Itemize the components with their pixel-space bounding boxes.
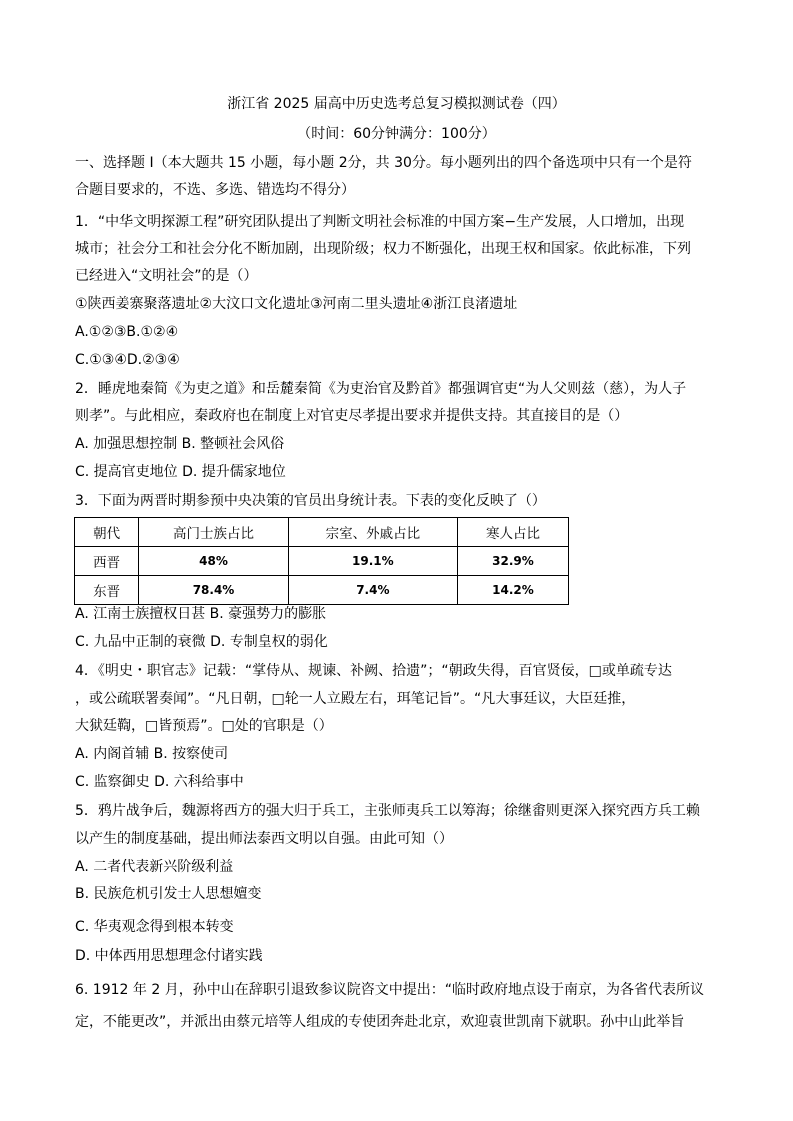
table-header-cell: 朝代: [75, 518, 139, 547]
question-4-line-3: 大狱廷鞫，□皆预焉”。□处的官职是（）: [75, 718, 333, 734]
question-3-options-ab: A. 江南士族擅权日甚 B. 豪强势力的膨胀: [75, 606, 327, 622]
question-4-line-2: ，或公疏联署奏闻”。“凡日朝，□轮一人立殿左右，珥笔记旨”。“凡大事廷议，大臣廷推，: [75, 691, 636, 707]
table-row: [75, 576, 569, 605]
table-header-cell: 寒人占比: [457, 518, 568, 547]
question-2-options-cd: C. 提高官吏地位 D. 提升儒家地位: [75, 464, 286, 480]
table-row: [75, 547, 569, 576]
question-2-line-2: 则孝”。与此相应，秦政府也在制度上对官吏尽孝提出要求并提供支持。其直接目的是（）: [75, 408, 629, 424]
question-4-options-ab: A. 内阁首辅 B. 按察使司: [75, 746, 229, 762]
table-cell: 78.4%: [139, 576, 288, 605]
question-6-line-1: 6. 1912 年 2 月，孙中山在辞职引退致参议院咨文中提出：“临时政府地点设于南京，为各省代表所议: [75, 982, 704, 998]
question-6-line-2: 定，不能更改”，并派出由蔡元培等人组成的专使团奔赴北京，欢迎袁世凯南下就职。孙中山此举旨: [75, 1014, 685, 1030]
table-header-cell: 高门士族占比: [139, 518, 288, 547]
table-cell: 14.2%: [457, 576, 568, 605]
question-4-line-1: 4．《明史・职官志》记载：“掌侍从、规谏、补阙、拾遗”；“朝政失得，百官贤佞，□或单疏专达: [75, 663, 672, 679]
exam-title: 浙江省 2025 届高中历史选考总复习模拟测试卷（四）: [227, 96, 566, 112]
question-1-line-1: 1．“中华文明探源工程”研究团队提出了判断文明社会标准的中国方案−生产发展，人口增加，出现: [75, 214, 685, 230]
section-intro-line-1: 一、选择题 I（本大题共 15 小题，每小题 2分，共 30分。每小题列出的四个备选项中只有一个是符: [75, 155, 692, 171]
question-5-option-c: C. 华夷观念得到根本转变: [75, 919, 234, 935]
question-5-line-2: 以产生的制度基础，提出师法泰西文明以自强。由此可知（）: [75, 831, 453, 847]
question-2-line-1: 2．睡虎地秦简《为吏之道》和岳麓秦简《为吏治官及黔首》都强调官吏“为人父则兹（慈），为人子: [75, 381, 687, 397]
table-cell: 东晋: [75, 576, 139, 605]
question-5-line-1: 5．鸦片战争后，魏源将西方的强大归于兵工，主张师夷兵工以筹海；徐继畬则更深入探究西方兵工赖: [75, 803, 700, 819]
question-1-line-3: 已经进入“文明社会”的是（）: [75, 268, 258, 284]
table-header-row: [75, 518, 569, 547]
question-3-options-cd: C. 九品中正制的衰微 D. 专制皇权的弱化: [75, 634, 328, 650]
question-1-options-cd: C.①③④D.②③④: [75, 352, 180, 368]
question-5-option-d: D. 中体西用思想理念付诸实践: [75, 948, 263, 964]
question-2-options-ab: A. 加强思想控制 B. 整顿社会风俗: [75, 436, 285, 452]
question-1-line-2: 城市；社会分工和社会分化不断加剧，出现阶级；权力不断强化，出现王权和国家。依此标准，下列: [75, 241, 691, 257]
question-4-options-cd: C. 监察御史 D. 六科给事中: [75, 774, 244, 790]
question-5-option-b: B. 民族危机引发士人思想嬗变: [75, 886, 262, 902]
question-3-line-1: 3．下面为两晋时期参预中央决策的官员出身统计表。下表的变化反映了（）: [75, 493, 546, 509]
section-intro-line-2: 合题目要求的，不选、多选、错选均不得分）: [75, 182, 355, 198]
statistics-table: [74, 517, 569, 605]
question-1-sites: ①陕西姜寨聚落遗址②大汶口文化遗址③河南二里头遗址④浙江良渚遗址: [75, 296, 518, 312]
question-1-options-ab: A.①②③B.①②④: [75, 324, 179, 340]
table-cell: 19.1%: [288, 547, 457, 576]
table-cell: 7.4%: [288, 576, 457, 605]
exam-subtitle: （时间：60分钟满分：100分）: [297, 126, 496, 142]
table-cell: 32.9%: [457, 547, 568, 576]
table-cell: 48%: [139, 547, 288, 576]
table-cell: 西晋: [75, 547, 139, 576]
table-header-cell: 宗室、外戚占比: [288, 518, 457, 547]
question-5-option-a: A. 二者代表新兴阶级利益: [75, 859, 234, 875]
